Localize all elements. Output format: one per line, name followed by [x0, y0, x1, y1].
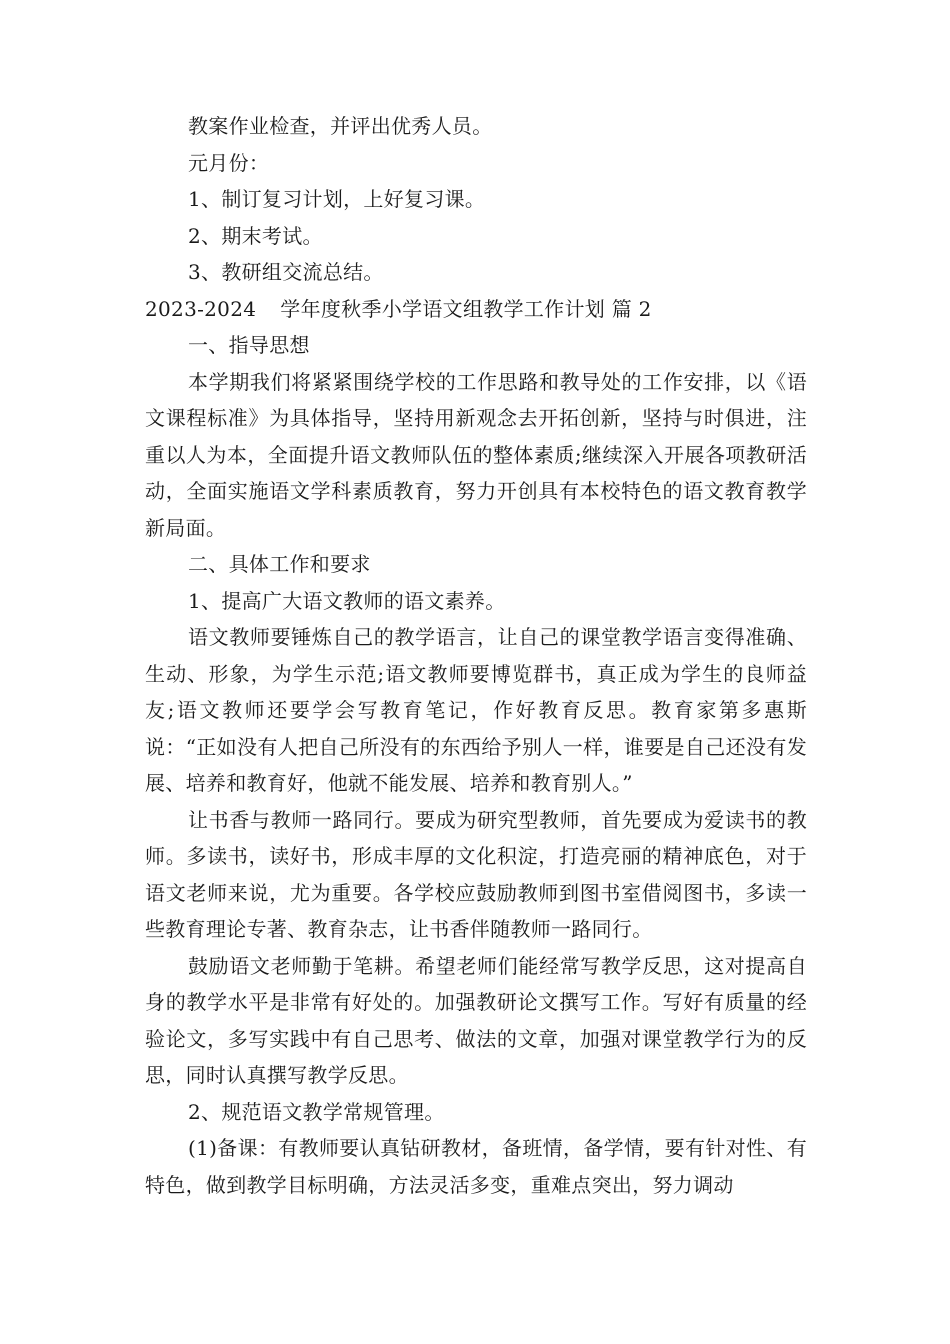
paragraph: 鼓励语文老师勤于笔耕。希望老师们能经常写教学反思，这对提高自身的教学水平是非常有好处的。加强教研论文撰写工作。写好有质量的经验论文，多写实践中有自己思考、做法的文章，加强对课堂教学行为的反思，同时认真撰写教学反思。	[145, 953, 807, 1087]
subheading: 一、指导思想	[188, 333, 310, 357]
paragraph: 2、期末考试。	[188, 223, 323, 248]
section-heading	[145, 291, 807, 328]
paragraph: 3、教研组交流总结。	[188, 260, 384, 284]
paragraph: 语文教师要锤炼自己的教学语言，让自己的课堂教学语言变得准确、生动、形象，为学生示范;语文教师要博览群书，真正成为学生的良师益友;语文教师还要学会写教育笔记，作好教育反思。教育家第多惠斯说：“正如没有人把自己所没有的东西给予别人一样，谁要是自己还没有发展、培养和教育好，他就不能发展、培养和教育别人。”	[145, 625, 807, 795]
paragraph: 元月份：	[188, 150, 270, 175]
section-heading-year: 2023-2024	[145, 296, 257, 321]
paragraph: 教案作业检查，并评出优秀人员。	[188, 114, 493, 138]
paragraph: 1、制订复习计划，上好复习课。	[188, 187, 486, 211]
paragraph: 1、提高广大语文教师的语文素养。	[188, 588, 506, 613]
paragraph: 2、规范语文教学常规管理。	[188, 1099, 445, 1124]
paragraph: 本学期我们将紧紧围绕学校的工作思路和教导处的工作安排，以《语文课程标准》为具体指导，坚持用新观念去开拓创新，坚持与时俱进，注重以人为本，全面提升语文教师队伍的整体素质;继续深入开展各项教研活动，全面实施语文学科素质教育，努力开创具有本校特色的语文教育教学新局面。	[145, 369, 807, 540]
paragraph: 让书香与教师一路同行。要成为研究型教师，首先要成为爱读书的教师。多读书，读好书，形成丰厚的文化积淀，打造亮丽的精神底色，对于语文老师来说，尤为重要。各学校应鼓励教师到图书室借阅图书，多读一些教育理论专著、教育杂志，让书香伴随教师一路同行。	[145, 807, 807, 941]
subheading: 二、具体工作和要求	[188, 552, 371, 576]
section-heading-title: 学年度秋季小学语文组教学工作计划 篇 2	[280, 296, 652, 321]
paragraph: (1)备课：有教师要认真钻研教材，备班情，备学情，要有针对性、有特色，做到教学目标明确，方法灵活多变，重难点突出，努力调动	[145, 1136, 807, 1197]
document-page	[145, 108, 807, 1203]
